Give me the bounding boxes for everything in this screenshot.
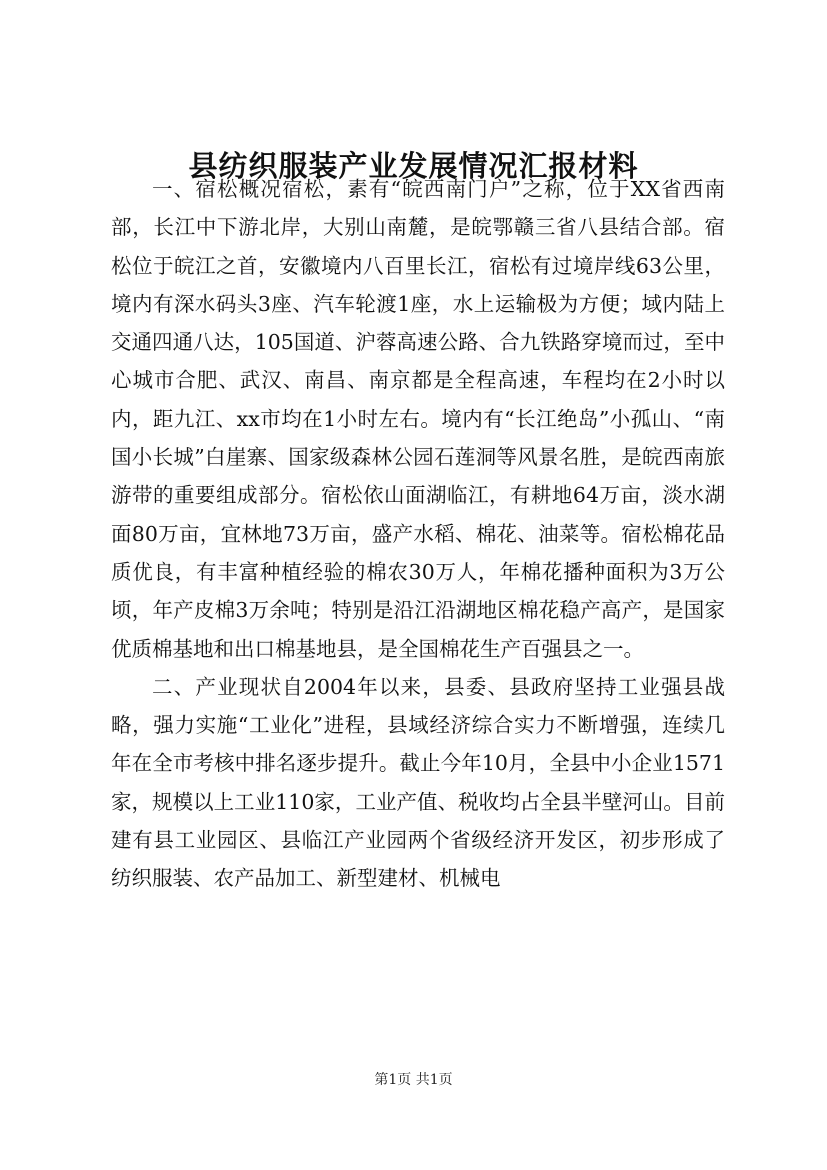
paragraph-industry-status: 二、产业现状自2004年以来，县委、县政府坚持工业强县战略，强力实施“工业化”进程，县域经济综合实力不断增强，连续几年在全市考核中排名逐步提升。截止今年10月，全县中小企业1571家，规模以上工业110家，工业产值、税收均占全县半壁河山。目前建有县工业园区、县临江产业园两个省级经济开发区，初步形成了纺织服装、农产品加工、新型建材、机械电 [111, 674, 725, 891]
paragraph-overview: 一、宿松概况宿松，素有“皖西南门户”之称，位于XX省西南部，长江中下游北岸，大别山南麓，是皖鄂赣三省八县结合部。宿松位于皖江之首，安徽境内八百里长江，宿松有过境岸线63公里，境内有深水码头3座、汽车轮渡1座，水上运输极为方便；域内陆上交通四通八达，105国道、沪蓉高速公路、合九铁路穿境而过，至中心城市合肥、武汉、南昌、南京都是全程高速，车程均在2小时以内，距九江、xx市均在1小时左右。境内有“长江绝岛”小孤山、“南国小长城”白崖寨、国家级森林公园石莲洞等风景名胜，是皖西南旅游带的重要组成部分。宿松依山面湖临江，有耕地64万亩，淡水湖面80万亩，宜林地73万亩，盛产水稻、棉花、油菜等。宿松棉花品质优良，有丰富种植经验的棉农30万人，年棉花播种面积为3万公顷，年产皮棉3万余吨；特别是沿江沿湖地区棉花稳产高产，是国家优质棉基地和出口棉基地县，是全国棉花生产百强县之一。 [111, 177, 725, 661]
document-body [111, 170, 725, 898]
page-number-footer: 第1页 共1页 [374, 1072, 453, 1088]
document-title: 县纺织服装产业发展情况汇报材料 [188, 149, 639, 183]
